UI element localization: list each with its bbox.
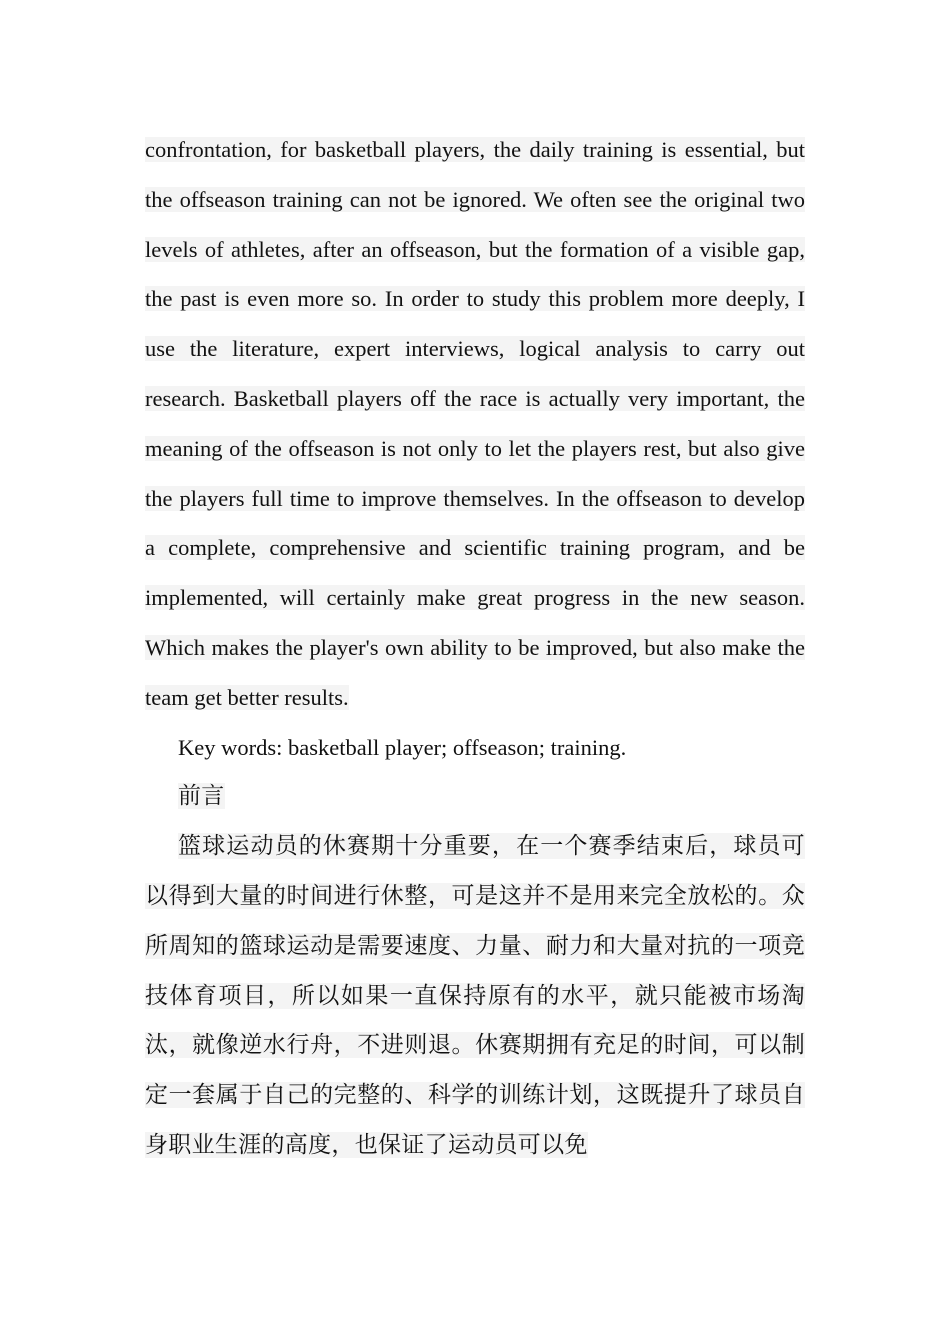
intro-text: 篮球运动员的休赛期十分重要，在一个赛季结束后，球员可以得到大量的时间进行休整，可是这并不是用来完全放松的。众所周知的篮球运动是需要速度、力量、耐力和大量对抗的一项竞技体育项目，所以如果一直保持原有的水平，就只能被市场淘汰，就像逆水行舟，不进则退。休赛期拥有充足的时间，可以制定一套属于自己的完整的、科学的训练计划，这既提升了球员自身职业生涯的高度，也保证了运动员可以免: [145, 833, 805, 1158]
abstract-text: confrontation, for basketball players, the daily training is essential, but the offseason training can not be ignored. We often see the original two levels of athletes, after an offseason, but the formation of a visible gap, the past is even more so. In order to study this problem more deeply, I use the literature, expert interviews, logical analysis to carry out research. Basketball players off the race is actually very important, the meaning of the offseason is not only to let the players rest, but also give the players full time to improve themselves. In the offseason to develop a complete, comprehensive and scientific training program, and be implemented, will certainly make great progress in the new season. Which makes the player's own ability to be improved, but also make the team get better results.: [145, 137, 805, 710]
section-heading: [145, 772, 805, 822]
keywords-line: [145, 723, 805, 773]
abstract-paragraph: [145, 125, 805, 723]
keywords-text: Key words: basketball player; offseason; training.: [178, 734, 627, 760]
intro-paragraph: [145, 822, 805, 1171]
document-page: [145, 125, 805, 1171]
section-heading-text: 前言: [178, 783, 225, 810]
